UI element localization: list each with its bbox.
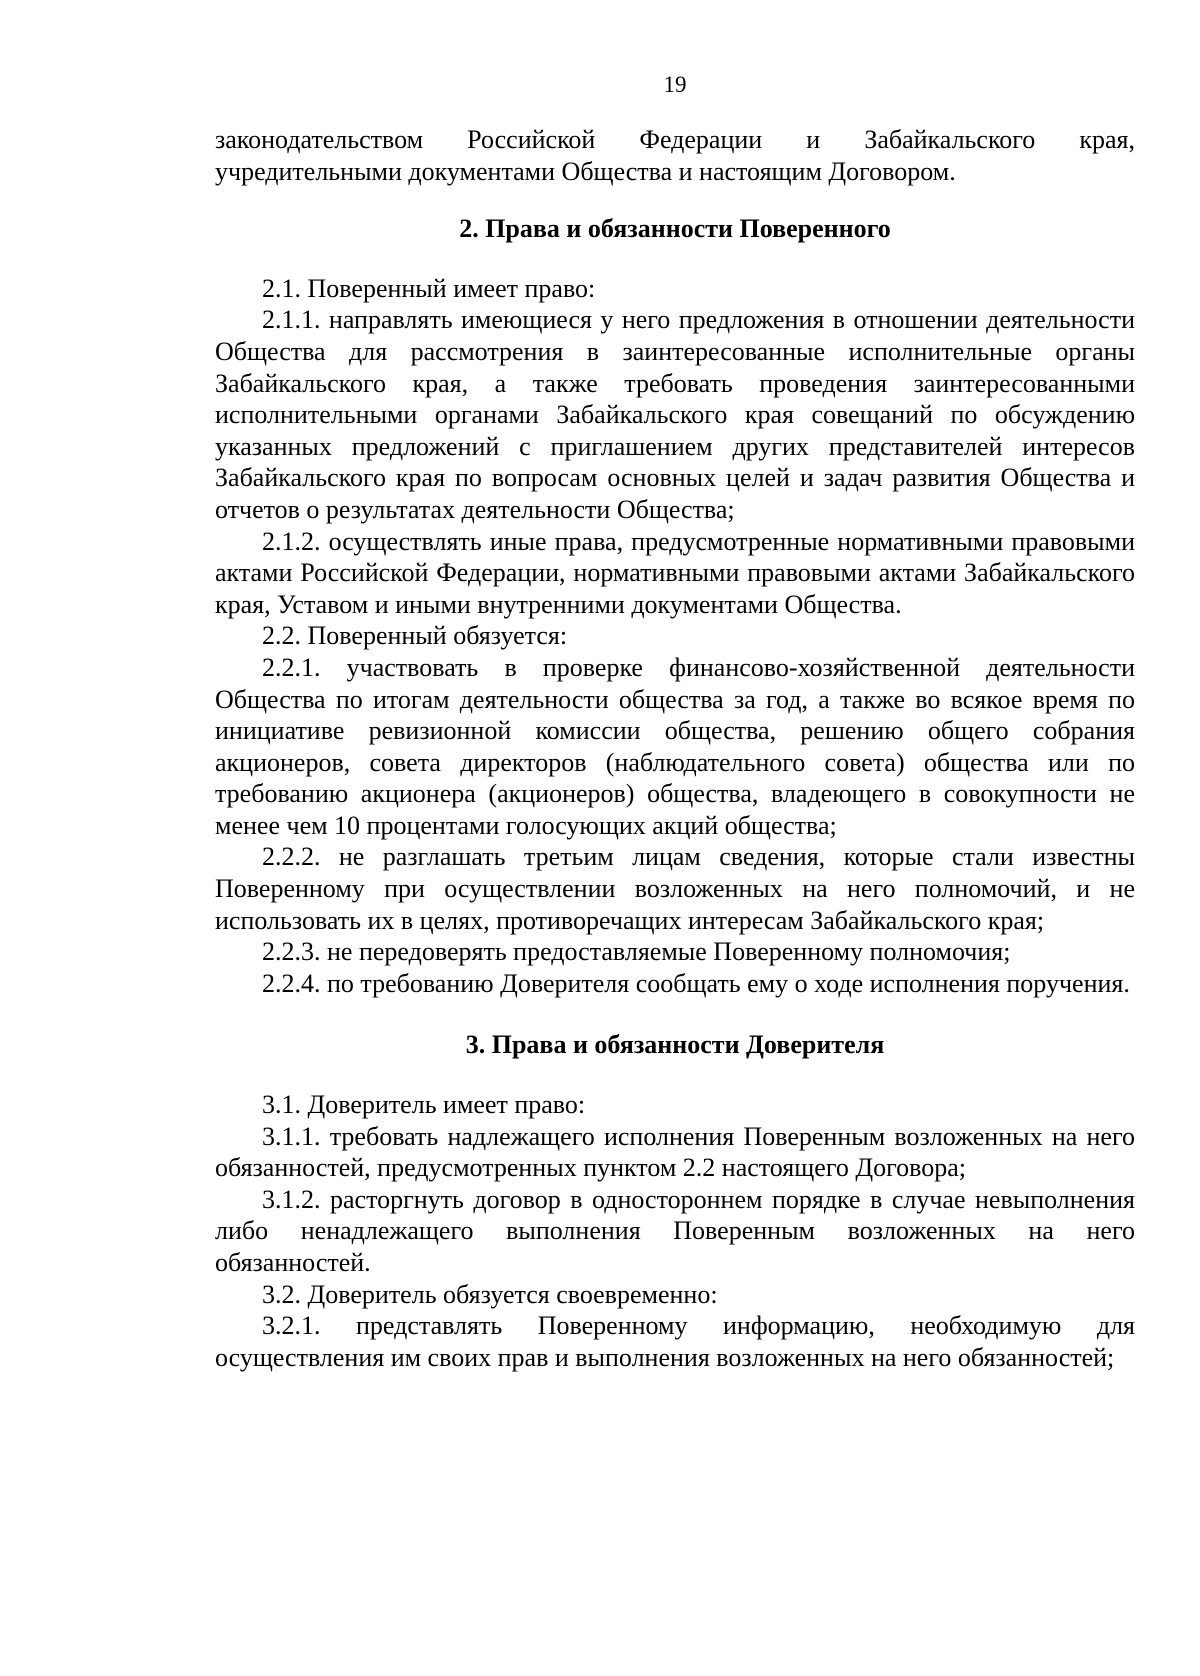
clause-3-1: 3.1. Доверитель имеет право: <box>262 1090 586 1120</box>
clause-2-1: 2.1. Поверенный имеет право: <box>262 273 596 303</box>
page-number: 19 <box>663 72 687 97</box>
clause-3-1-2: 3.1.2. расторгнуть договор в одностороннем порядке в случае невыполнения либо ненадлежащего выполнения Поверенным возложенных на него обязанностей. <box>215 1184 1135 1277</box>
clause-2-2-4: 2.2.4. по требованию Доверителя сообщать ему о ходе исполнения поручения. <box>262 968 1130 998</box>
section-3-heading: 3. Права и обязанности Доверителя <box>465 1030 885 1060</box>
clause-3-2: 3.2. Доверитель обязуется своевременно: <box>262 1279 718 1309</box>
clause-3-1-1: 3.1.1. требовать надлежащего исполнения Поверенным возложенных на него обязанностей, предусмотренных пунктом 2.2 настоящего Договора; <box>215 1121 1135 1183</box>
clause-3-2-1: 3.2.1. представлять Поверенному информацию, необходимую для осуществления им своих прав и выполнения возложенных на него обязанностей; <box>215 1311 1135 1372</box>
document-page <box>215 72 1135 1373</box>
section-2-heading: 2. Права и обязанности Поверенного <box>459 214 891 244</box>
clause-2-2: 2.2. Поверенный обязуется: <box>262 621 568 651</box>
clause-2-2-3: 2.2.3. не передоверять предоставляемые Поверенному полномочия; <box>262 937 1011 967</box>
clause-2-1-2: 2.1.2. осуществлять иные права, предусмотренные нормативными правовыми актами Российской Федерации, нормативными правовыми актами Забайкальского края, Уставом и иными внутренними документами Общества. <box>215 526 1135 619</box>
clause-2-2-2: 2.2.2. не разглашать третьим лицам сведения, которые стали известны Поверенному при осуществлении возложенных на него полномочий, и не использовать их в целях, противоречащих интересам Забайкальского края; <box>215 842 1135 935</box>
intro-paragraph: законодательством Российской Федерации и Забайкальского края, учредительными документами Общества и настоящим Договором. <box>215 125 1135 186</box>
clause-2-2-1: 2.2.1. участвовать в проверке финансово-хозяйственной деятельности Общества по итогам деятельности общества за год, а также во всякое время по инициативе ревизионной комиссии общества, решению общего собрания акционеров, совета директоров (наблюдательного совета) общества или по требованию акционера (акционеров) общества, владеющего в совокупности не менее чем 10 процентами голосующих акций общества; <box>215 652 1135 840</box>
clause-2-1-1: 2.1.1. направлять имеющиеся у него предложения в отношении деятельности Общества для рассмотрения в заинтересованные исполнительные органы Забайкальского края, а также требовать проведения заинтересованными исполнительными органами Забайкальского края совещаний по обсуждению указанных предложений с приглашением других представителей интересов Забайкальского края по вопросам основных целей и задач развития Общества и отчетов о результатах деятельности Общества; <box>215 305 1135 524</box>
